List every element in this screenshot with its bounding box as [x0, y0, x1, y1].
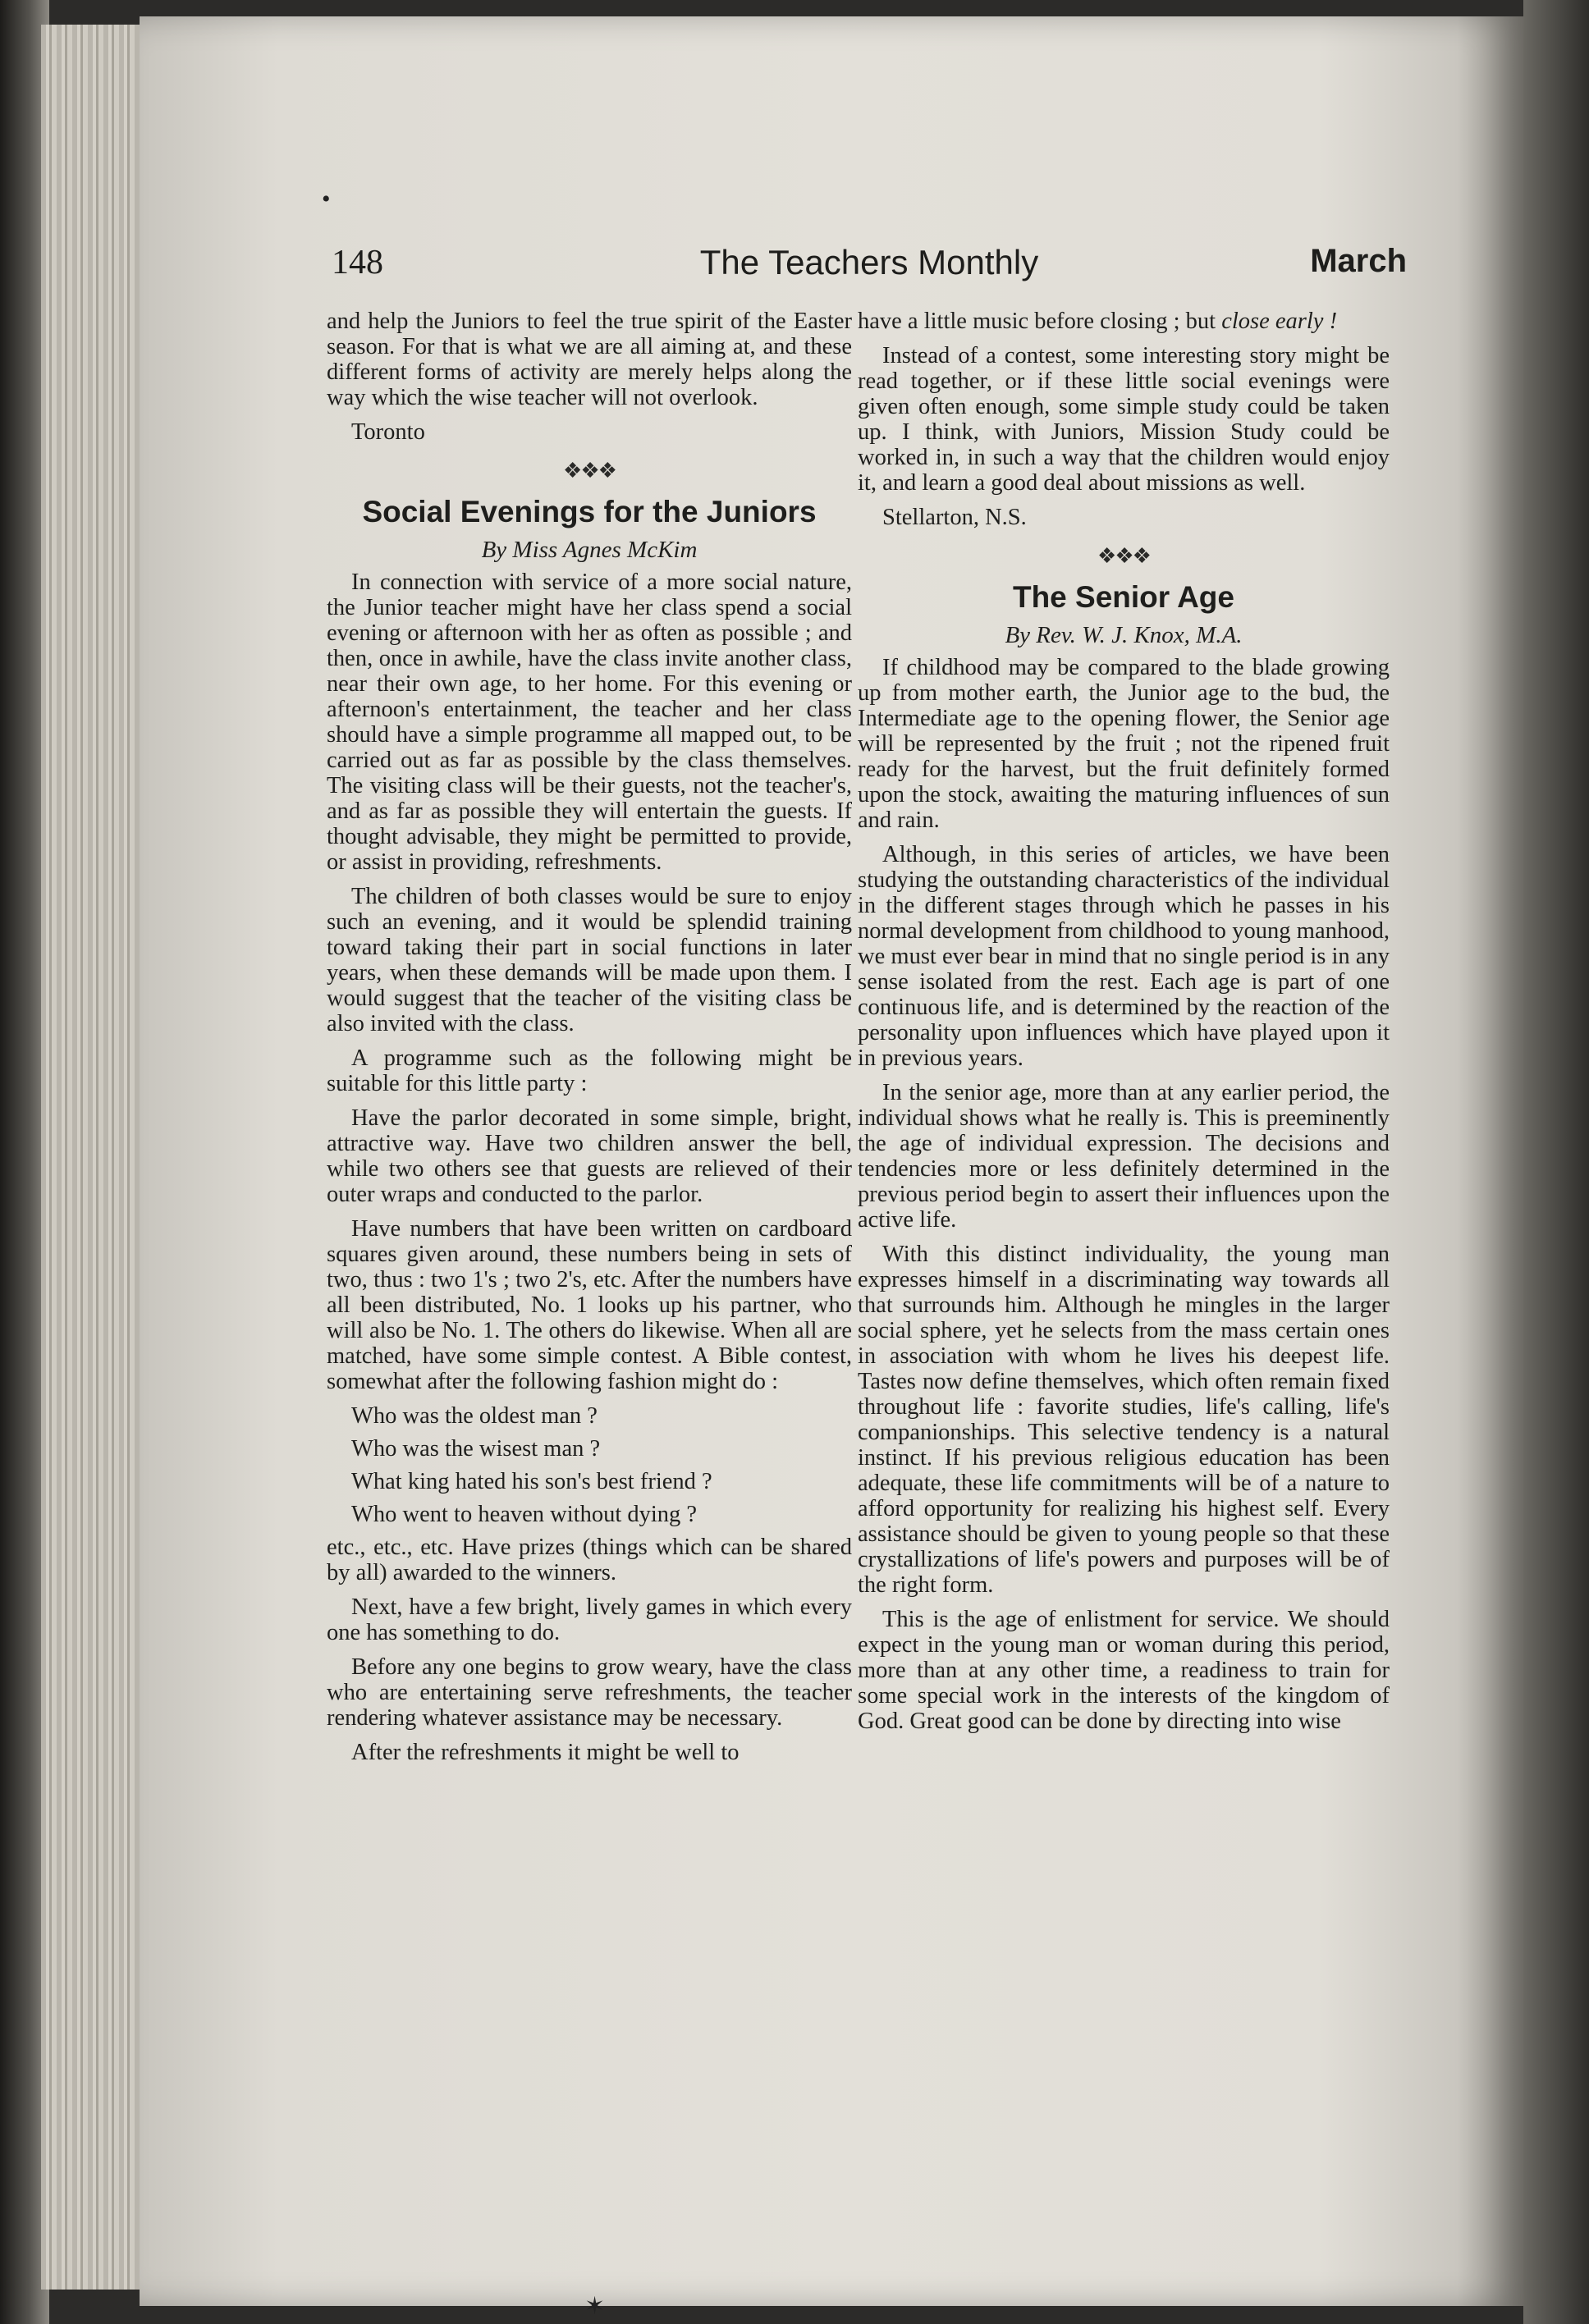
running-header — [332, 243, 1407, 292]
right-column — [858, 309, 1390, 1743]
signoff-place: Stellarton, N.S. — [882, 505, 1027, 530]
article-paragraph: Next, have a few bright, lively games in which every one has something to do. — [327, 1594, 852, 1645]
contest-question: What king hated his son's best friend ? — [351, 1469, 712, 1494]
article-paragraph: Before any one begins to grow weary, have the class who are entertaining serve refreshments, the teacher rendering whatever assistance may be necessary. — [327, 1654, 852, 1731]
article-paragraph: In the senior age, more than at any earlier period, the individual shows what he really is. This is preeminently the age of individual expression. The decisions and tendencies more or less definitely determined in the previous period begin to assert their influences upon the active life. — [858, 1080, 1390, 1233]
continued-paragraph: Instead of a contest, some interesting story might be read together, or if these little social evenings were given often enough, some simple study could be taken up. I think, with Juniors, Mission Study could be worked in, in such a way that the children would enjoy it, and learn a good deal about missions as well. — [858, 343, 1390, 496]
signoff-place: Toronto — [351, 419, 425, 445]
article-paragraph: A programme such as the following might be suitable for this little party : — [327, 1045, 852, 1096]
article-paragraph: After the refreshments it might be well to — [351, 1740, 740, 1765]
continued-paragraph — [858, 309, 1390, 334]
continued-text: have a little music before closing ; but — [858, 309, 1222, 334]
article-paragraph: Although, in this series of articles, we have been studying the outstanding characteristics of the individual in the different stages through which he passes in his normal development from childhood to young manhood, we must ever bear in mind that no single period is in any sense isolated from the rest. Each age is part of one continuous life, and is determined by the reaction of the personality upon influences which have played upon it in previous years. — [858, 842, 1390, 1071]
article-paragraph: Have the parlor decorated in some simple, bright, attractive way. Have two children answer the bell, while two others see that guests are relieved of their outer wraps and conducted to the parlor. — [327, 1105, 852, 1207]
article-byline: By Rev. W. J. Knox, M.A. — [1005, 622, 1243, 648]
section-ornament: ❖❖❖ — [1097, 544, 1150, 568]
article-paragraph: The children of both classes would be sure to enjoy such an evening, and it would be splendid training toward taking their part in social functions in later years, when these demands will be made upon them. I would suggest that the teacher of the visiting class be also invited with the class. — [327, 884, 852, 1036]
section-ornament: ❖❖❖ — [563, 459, 616, 483]
right-dark-margin — [1523, 0, 1589, 2324]
speck-mark: ✶ — [584, 2293, 606, 2320]
contest-question: Who went to heaven without dying ? — [351, 1502, 698, 1527]
journal-title: The Teachers Monthly — [699, 243, 1039, 281]
article-title: Social Evenings for the Juniors — [362, 495, 817, 528]
article-paragraph: etc., etc., etc. Have prizes (things which can be shared by all) awarded to the winners. — [327, 1535, 852, 1585]
left-column — [327, 309, 852, 1774]
article-paragraph: Have numbers that have been written on cardboard squares given around, these numbers being in sets of two, thus : two 1's ; two 2's, etc. After the numbers have all been distributed, No. 1 looks up his partner, who will also be No. 1. The others do likewise. When all are matched, have some simple contest. A Bible contest, somewhat after the following fashion might do : — [327, 1216, 852, 1394]
contest-question: Who was the wisest man ? — [351, 1436, 601, 1462]
continued-paragraph: and help the Juniors to feel the true spirit of the Easter season. For that is what we are all aiming at, and these different forms of activity are merely helps along the way which the wise teacher will not overlook. — [327, 309, 852, 410]
page-number: 148 — [332, 244, 383, 281]
article-byline: By Miss Agnes McKim — [481, 537, 698, 563]
article-paragraph: With this distinct individuality, the young man expresses himself in a discriminating way towards all that surrounds him. Although he mingles in the larger social sphere, yet he selects from the mass certain ones in association with whom he lives his deepest life. Tastes now define themselves, which often remain fixed throughout life : favorite studies, life's calling, life's companionships. This selective tendency is a natural instinct. If his previous religious education has been adequate, these life commitments will be of a nature to afford opportunity for realizing his highest self. Every assistance should be given to young people so that these crystallizations of life's powers and purposes will be of the right form. — [858, 1242, 1390, 1598]
issue-month: March — [1310, 243, 1407, 279]
article-paragraph: This is the age of enlistment for service. We should expect in the young man or woman during this period, more than at any other time, a readiness to train for some special work in the interests of the kingdom of God. Great good can be done by directing into wise — [858, 1607, 1390, 1734]
article-paragraph: If childhood may be compared to the blade growing up from mother earth, the Junior age to the bud, the Intermediate age to the opening flower, the Senior age will be represented by the fruit ; not the ripened fruit ready for the harvest, but the fruit definitely formed upon the stock, awaiting the maturing influences of sun and rain. — [858, 655, 1390, 833]
contest-question: Who was the oldest man ? — [351, 1403, 598, 1429]
speck-mark: • — [322, 185, 331, 213]
emphasis-text: close early ! — [1221, 309, 1338, 334]
article-paragraph: In connection with service of a more social nature, the Junior teacher might have her class spend a social evening or afternoon with her as often as possible ; and then, once in awhile, have the class invite another class, near their own age, to her home. For this evening or afternoon's entertainment, the teacher and her class should have a simple programme all mapped out, to be carried out as far as possible by the class themselves. The visiting class will be their guests, not the teacher's, and as far as possible they will entertain the guests. If thought advisable, they might be permitted to provide, or assist in providing, refreshments. — [327, 570, 852, 875]
article-title: The Senior Age — [1012, 580, 1234, 614]
